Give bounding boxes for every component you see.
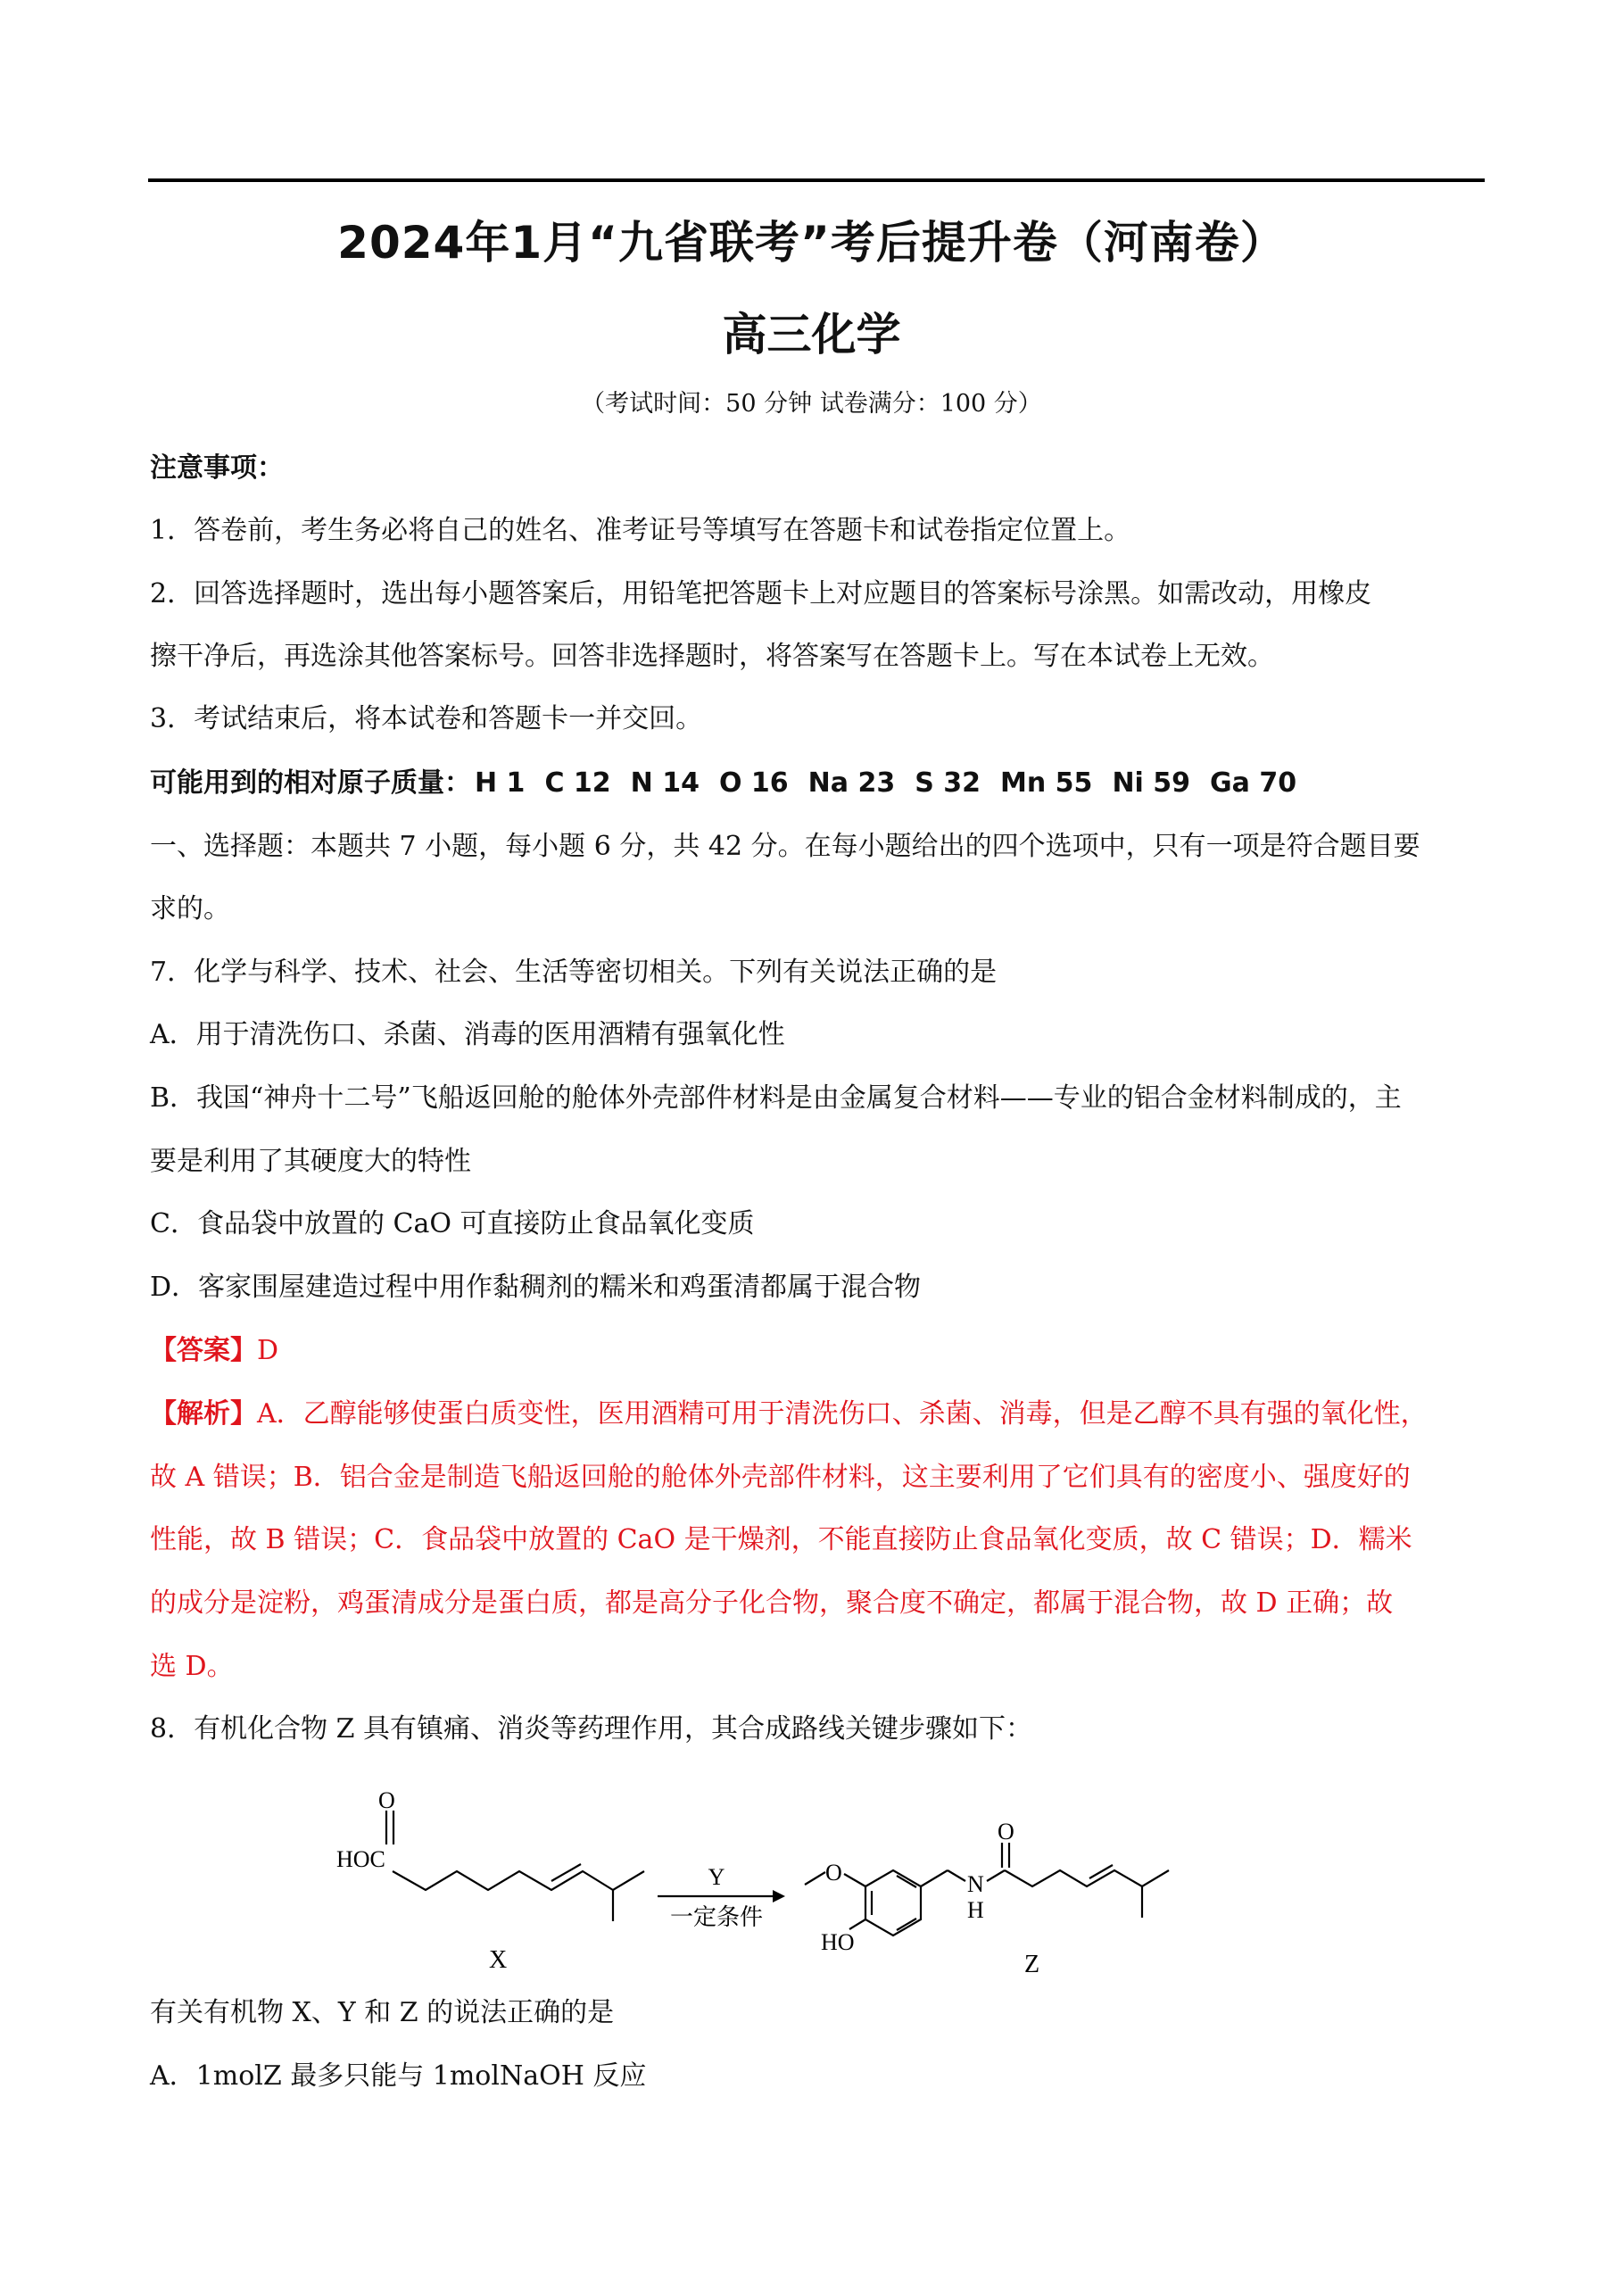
reaction-scheme-svg [321,1789,1303,1990]
analysis-line: A．乙醇能够使蛋白质变性，医用酒精可用于清洗伤口、杀菌、消毒，但是乙醇不具有强的氧化性， [257,1398,1428,1430]
reagent-y: Y [708,1864,725,1890]
notice-item: 3．考试结束后，将本试卷和答题卡一并交回。 [150,703,703,734]
q8-option-a: A．1molZ 最多只能与 1molNaOH 反应 [150,2060,647,2092]
compound-z-label: Z [1024,1951,1040,1978]
section-heading-cont: 求的。 [150,893,230,924]
analysis-line: 故 A 错误；B．铝合金是制造飞船返回舱的舱体外壳部件材料，这主要利用了它们具有的密度小、强度好的 [150,1462,1411,1493]
answer-label: 【答案】 [150,1335,257,1366]
q7-option-c: C．食品袋中放置的 CaO 可直接防止食品氧化变质 [150,1208,755,1239]
notice-item: 2．回答选择题时，选出每小题答案后，用铅笔把答题卡上对应题目的答案标号涂黑。如需改动，用橡皮 [150,578,1372,609]
notice-heading: 注意事项： [150,452,284,484]
analysis-line: 性能，故 B 错误；C．食品袋中放置的 CaO 是干燥剂，不能直接防止食品氧化变质，故 C 错误；D．糯米 [150,1524,1412,1555]
z-amide-n: N [967,1871,984,1897]
q7-option-a: A．用于清洗伤口、杀菌、消毒的医用酒精有强氧化性 [150,1019,785,1050]
q7-analysis [150,1397,1428,1432]
notice-item: 1．答卷前，考生务必将自己的姓名、准考证号等填写在答题卡和试卷指定位置上。 [150,515,1131,546]
q7-option-d: D．客家围屋建造过程中用作黏稠剂的糯米和鸡蛋清都属于混合物 [150,1272,922,1303]
atomic-masses-label: 可能用到的相对原子质量： [150,767,471,799]
z-amide-h: H [967,1897,984,1923]
atomic-mass: S 32 [915,767,981,799]
q7-stem: 7．化学与科学、技术、社会、生活等密切相关。下列有关说法正确的是 [150,957,998,988]
compound-z-structure [805,1843,1169,1935]
z-carbonyl-o: O [998,1819,1014,1844]
atomic-mass: Mn 55 [1000,767,1093,799]
q7-option-b-cont: 要是利用了其硬度大的特性 [150,1146,471,1177]
exam-subject: 高三化学 [722,309,901,361]
atomic-masses [150,766,1316,801]
q8-question: 有关有机物 X、Y 和 Z 的说法正确的是 [150,1997,615,2028]
section-heading: 一、选择题：本题共 7 小题，每小题 6 分，共 42 分。在每小题给出的四个选项中，只有一项是符合题目要 [150,831,1420,862]
atomic-mass: Ni 59 [1112,767,1191,799]
q8-stem: 8．有机化合物 Z 具有镇痛、消炎等药理作用，其合成路线关键步骤如下： [150,1713,1033,1745]
compound-x-label: X [489,1946,508,1974]
atomic-mass: Ga 70 [1210,767,1297,799]
exam-info: （考试时间：50 分钟 试卷满分：100 分） [581,390,1042,418]
analysis-line: 的成分是淀粉，鸡蛋清成分是蛋白质，都是高分子化合物，聚合度不确定，都属于混合物，故 D 正确；故 [150,1587,1394,1619]
analysis-line: 选 D。 [150,1651,234,1682]
q7-option-b: B．我国“神舟十二号”飞船返回舱的舱体外壳部件材料是由金属复合材料——专业的铝合金材料制成的，主 [150,1082,1402,1114]
atomic-mass: Na 23 [807,767,896,799]
reaction-arrow [658,1890,785,1902]
q7-answer [150,1333,278,1369]
x-carbonyl-o: O [378,1789,395,1813]
exam-title: 2024年1月“九省联考”考后提升卷（河南卷） [337,217,1286,269]
notice-item: 擦干净后，再选涂其他答案标号。回答非选择题时，将答案写在答题卡上。写在本试卷上无效。 [150,641,1274,672]
atomic-mass: N 14 [630,767,700,799]
reaction-condition: 一定条件 [669,1904,764,1930]
atomic-mass: O 16 [718,767,789,799]
atomic-mass: C 12 [544,767,611,799]
analysis-label: 【解析】 [150,1398,257,1430]
z-methoxy-o: O [825,1860,842,1886]
compound-x-structure [386,1811,644,1921]
z-ho-label: HO [821,1929,855,1955]
x-hoc-label: HOC [336,1846,385,1872]
reaction-scheme [321,1789,1303,1990]
answer-value: D [257,1335,279,1366]
arrow-head-icon [773,1890,785,1902]
atomic-mass: H 1 [475,767,526,799]
top-rule [148,178,1485,182]
